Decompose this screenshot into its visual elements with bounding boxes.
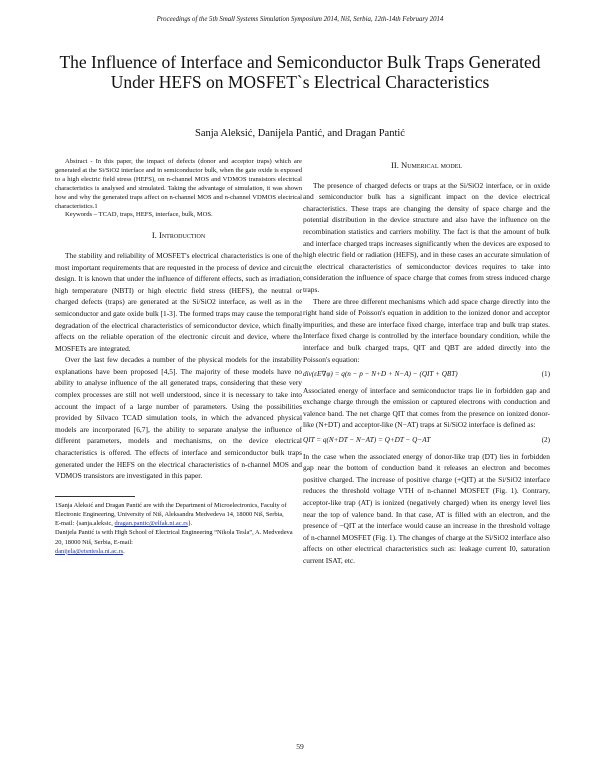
page-number: 59 [296,742,304,751]
equation-1-number: (1) [541,370,550,379]
footnote-email-2-suffix: . [123,547,125,555]
model-paragraph-2: There are three different mechanisms which add space charge directly into the right hand side of Poisson's equation in addition to the ionized donor and acceptor impurities, and these are interface fixed charge, interface trap and bulk trap states. Interface fixed charge is controlled by the interface boundary condition, while the interface and bulk charged traps, QIT and QBT are added directly into the Poisson's equation: [303,296,550,364]
section-heading-numerical-model: II. Numerical model [390,160,463,170]
email-link-dragan[interactable]: dragan.pantic@elfak.ni.ac.rs [114,520,188,528]
equation-2-number: (2) [541,436,550,445]
footnotes [55,501,302,556]
footnote-email-prefix: E-mail: {sanja.aleksic, [55,520,115,528]
proceedings-header: Proceedings of the 5th Small Systems Simulation Symposium 2014, Niš, Serbia, 12th-14th February 2014 [156,16,444,23]
footnote-affiliation: 1Sanja Aleksić and Dragan Pantić are with the Department of Microelectronics, Faculty of Electronic Engineering, University of Niš, Aleksandra Medvedeva 14, 18000 Niš, Serbia, [55,501,287,519]
left-column [55,158,302,556]
footnote-email-2 [55,547,302,556]
equation-2-body: QIT = q(N+DT − N−AT) = Q+DT − Q−AT [303,436,431,445]
intro-paragraph-2: Over the last few decades a number of the physical models for the instability explanations have been proposed [4,5]. The majority of these models have no ability to analyse influence of the all generated traps, considering that these very complex processes are still not well understood, since it is necessary to take into account the impact of a large number of parameters. Using the possibilities provided by Silvaco TCAD simulation tools, in which the advanced physical models are incorporated [6,7], the ability to separate analyse the influence of different parameters, models and mechanisms, on the device electrical characteristics is offered. The effects of interface and semiconductor bulk traps generated under the HEFS on the electrical characteristics of n-channel MOS and VDMOS transistors are investigated in this paper. [55,355,302,481]
equation-1-body: div(εE∇φ) = q(n − p − N+D + N−A) − (QIT + QBT) [303,370,458,379]
model-paragraph-4: In the case when the associated energy of donor-like trap (DT) lies in forbidden gap near the bottom of conduction band it releases an electron and becomes positive charged. The increase of positive charge (+QIT) at the Si/SiO2 interface reduces the threshold voltage VTH of n-channel MOSFET (Fig. 1). Contrary, acceptor-like trap (AT) is ionized (negatively charged) when its energy level lies near the top of valence band. In that case, AT is filled with an electron, and the presence of −QIT at the interface would cause an increase in the threshold voltage of n-channel MOSFET (Fig. 1). The changes of charge at the Si/SiO2 interface also affects on other electrical characteristics such as: leakage current I0, saturation current ISAT, etc. [303,451,550,565]
footnote-email-suffix: }. [187,520,193,528]
section-heading-introduction: I. Introduction [151,230,206,241]
right-column [303,158,550,567]
footnote-email [55,519,302,528]
abstract: Abstract - In this paper, the impact of defects (donor and acceptor traps) which are generated at the Si/SiO2 interface and in semiconductor bulk, when the gate oxide is exposed to a high electric field stress (HEFS), on n-channel MOS and VDMOS transistors electrical characteristics is analysed and simulated. Taking the advantage of simulation, it was shown how and why the generated traps affect on n-channel MOS and n-channel VDMOS electrical characteristics.1 [55,158,302,210]
paper-authors: Sanja Aleksić, Danijela Pantić, and Dragan Pantić [195,128,405,139]
footnote-divider [55,496,135,497]
keywords: Keywords – TCAD, traps, HEFS, interface, bulk, MOS. [65,211,213,219]
model-paragraph-1: The presence of charged defects or traps at the Si/SiO2 interface, or in oxide and semiconductor bulk has a significant impact on the device electrical characteristics. These traps are changing the density of space charge and the potential distribution in the device structure and also have the influence on the recombination statistics and carriers mobility. The fact is that the amount of bulk and interface charged traps increases significantly when the devices are exposed to high electric field or radiation (HEFS), and in these cases an accurate simulation of the electrical characteristics of semiconductor devices requires to take into consideration the influence of space charge that comes from stress induced charge traps. [303,180,550,294]
model-paragraph-3: Associated energy of interface and semiconductor traps lie in forbidden gap and exchange charge through the emission or captured electrons with conduction and valence band. The net charge QIT that comes from the presence on ionized donor-like (N+DT) and acceptor-like (N−AT) traps at Si/SiO2 interface is defined as: [303,385,550,430]
equation-2 [303,435,550,447]
equation-1 [303,369,550,381]
footnote-danijela: Danijela Pantić is with High School of Electrical Engineering “Nikola Tesla”, A. Medvedeva 20, 18000 Niš, Serbia, E-mail: [55,529,293,546]
paper-title: The Influence of Interface and Semiconductor Bulk Traps Generated Under HEFS on MOSFET`s Electrical Characteristics [59,52,541,92]
intro-paragraph-1: The stability and reliability of MOSFET's electrical characteristics is one of the most important requirements that are requested in the process of device and circuit design. It is known that under the influence of different effects, such as irradiation, high temperature (NBTI) or high electric field stress (HEFS), the neutral or charged defects (traps) are generated at the Si/SiO2 interface, as well as in the semiconductor and gate oxide bulk [1-3]. The formed traps may cause the temporal degradation of the electrical characteristics of semiconductor device, which finally affects on the reliable operation of the electronic circuit and device, where the MOSFETs are integrated. [55,250,302,353]
email-link-danijela[interactable]: danijela@etsntesla.ni.ac.rs [55,547,124,555]
